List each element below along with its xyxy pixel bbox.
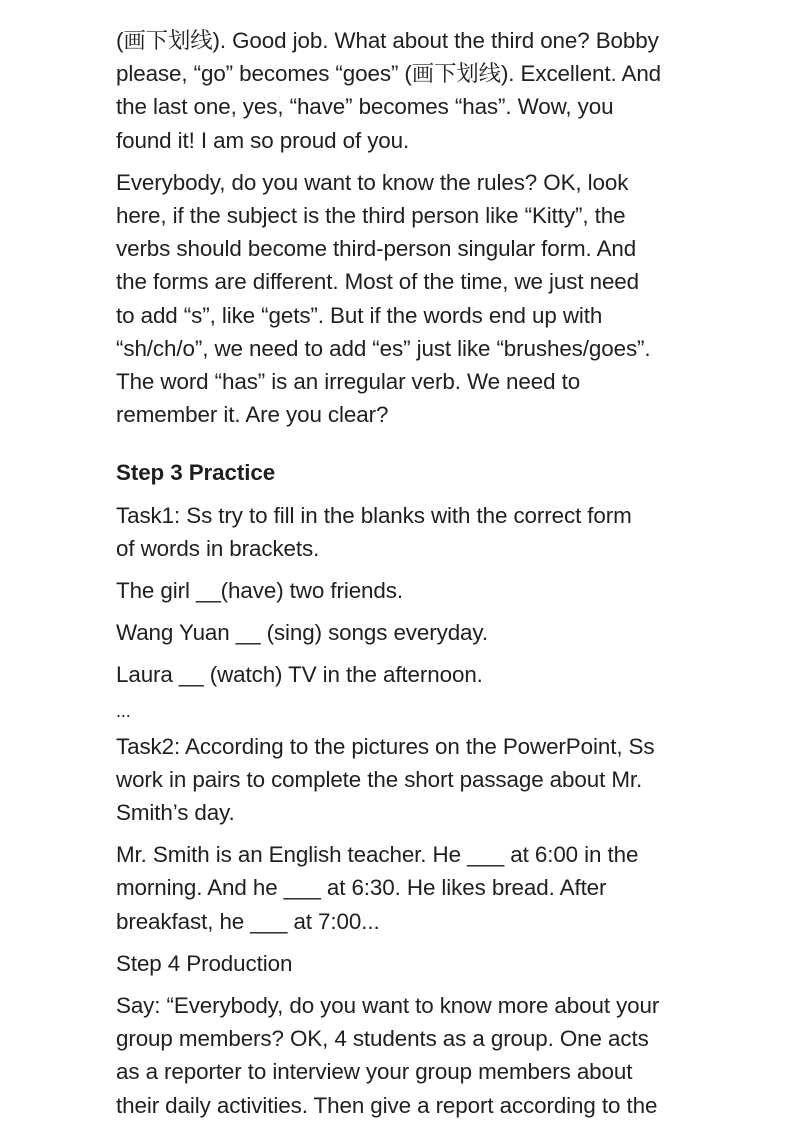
document-page bbox=[116, 24, 716, 1131]
task1-sentence: Wang Yuan __ (sing) songs everyday. bbox=[116, 620, 488, 646]
text-line: here, if the subject is the third person like “Kitty”, the bbox=[116, 203, 626, 229]
text-line: Task1: Ss try to fill in the blanks with the correct form bbox=[116, 502, 632, 528]
production-paragraph bbox=[116, 989, 716, 1122]
text-line: “sh/ch/o”, we need to add “es” just like “brushes/goes”. bbox=[116, 335, 651, 361]
text-line: Task2: According to the pictures on the PowerPoint, Ss bbox=[116, 733, 655, 759]
ellipsis: ... bbox=[116, 700, 131, 721]
intro-paragraph bbox=[116, 24, 716, 157]
text-line: to add “s”, like “gets”. But if the words end up with bbox=[116, 302, 603, 328]
text-line: Mr. Smith is an English teacher. He ___ at 6:00 in the bbox=[116, 842, 639, 868]
text-line: Say: “Everybody, do you want to know more about your bbox=[116, 993, 660, 1019]
text-line: their daily activities. Then give a report according to the bbox=[116, 1092, 658, 1118]
task2-instruction bbox=[116, 730, 716, 830]
text-line: remember it. Are you clear? bbox=[116, 402, 389, 428]
task2-passage bbox=[116, 838, 716, 938]
text-line: work in pairs to complete the short passage about Mr. bbox=[116, 766, 643, 792]
task1-sentence: The girl __(have) two friends. bbox=[116, 578, 403, 604]
text-line: verbs should become third-person singular form. And bbox=[116, 236, 637, 262]
text-line: Everybody, do you want to know the rules? OK, look bbox=[116, 169, 629, 195]
text-line: found it! I am so proud of you. bbox=[116, 127, 410, 153]
text-line: The word “has” is an irregular verb. We need to bbox=[116, 369, 581, 395]
text-line: the forms are different. Most of the time, we just need bbox=[116, 269, 640, 295]
text-line: please, “go” becomes “goes” (画下划线). Excellent. And bbox=[116, 61, 662, 87]
text-line: as a reporter to interview your group members about bbox=[116, 1059, 633, 1085]
text-line: (画下划线). Good job. What about the third one? Bobby bbox=[116, 28, 659, 53]
text-line: breakfast, he ___ at 7:00... bbox=[116, 908, 380, 934]
text-line: Smith’s day. bbox=[116, 800, 235, 826]
text-line: of words in brackets. bbox=[116, 535, 320, 561]
text-line: group members? OK, 4 students as a group. One acts bbox=[116, 1026, 649, 1052]
rules-paragraph bbox=[116, 166, 716, 432]
text-line: the last one, yes, “have” becomes “has”. Wow, you bbox=[116, 94, 614, 120]
task1-sentence: Laura __ (watch) TV in the afternoon. bbox=[116, 662, 483, 688]
text-line: morning. And he ___ at 6:30. He likes bread. After bbox=[116, 875, 607, 901]
task1-instruction bbox=[116, 499, 716, 565]
step4-heading: Step 4 Production bbox=[116, 950, 293, 976]
step3-heading: Step 3 Practice bbox=[116, 460, 276, 486]
